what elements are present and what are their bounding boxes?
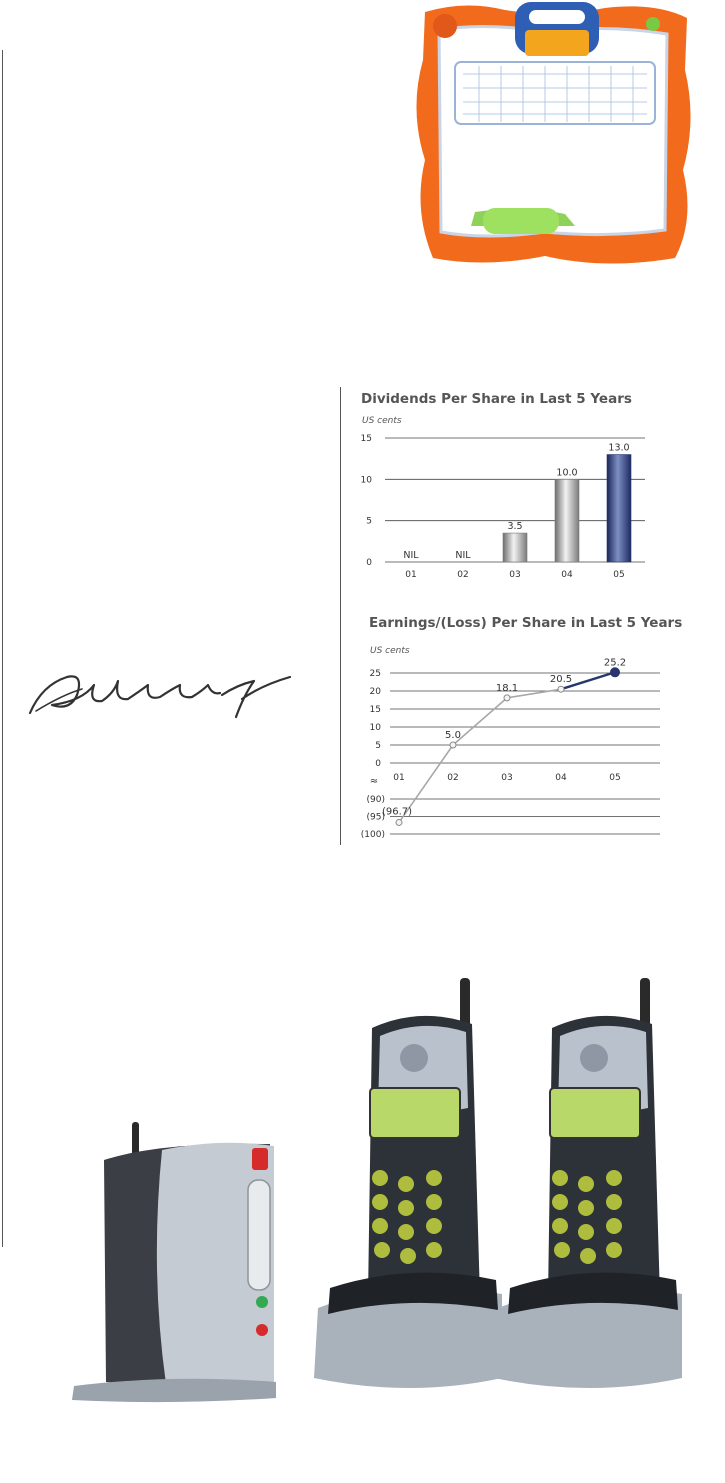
dividends-value-label: 3.5	[507, 521, 523, 533]
earnings-ytick-label: 10	[369, 723, 381, 733]
earnings-xtick-label: 05	[609, 773, 621, 783]
earnings-value-label: 18.1	[495, 682, 519, 694]
cordless-handset-icon	[310, 958, 720, 1413]
earnings-xtick-label: 02	[447, 773, 459, 783]
chart-rule	[340, 387, 341, 845]
dividends-xtick-label: 02	[457, 570, 469, 580]
earnings-value-label: 25.2	[603, 657, 627, 669]
earnings-ytick-label: 20	[369, 687, 381, 697]
dividends-xtick-label: 03	[509, 570, 521, 580]
earnings-value-label: 5.0	[445, 730, 461, 741]
dividends-value-label: NIL	[403, 550, 419, 561]
earnings-point	[396, 819, 402, 825]
earnings-point	[504, 695, 510, 701]
earnings-ytick-label: (95)	[366, 812, 385, 823]
earnings-axis-break: ≈	[369, 776, 379, 787]
earnings-ytick-label: (100)	[360, 830, 385, 840]
earnings-point	[558, 686, 564, 692]
earnings-ytick-label: 0	[375, 759, 381, 769]
earnings-point	[611, 668, 620, 677]
dividends-xtick-label: 05	[613, 570, 625, 580]
earnings-value-label: 20.5	[549, 674, 573, 686]
dividends-ytick-label: 10	[360, 475, 372, 486]
earnings-chart-title: Earnings/(Loss) Per Share in Last 5 Years	[369, 615, 683, 631]
dividends-chart-unit: US cents	[362, 416, 402, 426]
earnings-ytick-label: 5	[375, 741, 381, 751]
dividends-bar-chart	[350, 430, 660, 590]
dividends-chart-title: Dividends Per Share in Last 5 Years	[361, 391, 632, 407]
dividends-ytick-label: 0	[366, 558, 372, 568]
earnings-ytick-label: 15	[369, 705, 381, 715]
earnings-line-segment	[453, 698, 507, 745]
dividends-ytick-label: 5	[366, 516, 372, 527]
dividends-ytick-label: 15	[360, 434, 372, 444]
earnings-line-chart	[350, 657, 670, 845]
earnings-ytick-label: (90)	[366, 795, 385, 805]
dividends-value-label: 13.0	[608, 442, 630, 454]
cordless-phone-base-icon	[70, 1120, 285, 1405]
earnings-ytick-label: 25	[369, 669, 381, 679]
earnings-chart-unit: US cents	[370, 646, 410, 656]
earnings-xtick-label: 03	[501, 773, 513, 783]
dividends-bar	[607, 455, 631, 562]
dividends-value-label: 10.0	[556, 467, 578, 479]
dividends-xtick-label: 01	[405, 570, 417, 580]
page-rule	[2, 50, 3, 1247]
dividends-xtick-label: 04	[561, 570, 573, 580]
dividends-value-label: NIL	[455, 550, 471, 561]
earnings-point	[450, 742, 456, 748]
dividends-bar	[503, 533, 527, 562]
earnings-value-label: (96.7)	[381, 806, 413, 818]
earnings-xtick-label: 01	[393, 773, 405, 783]
earnings-xtick-label: 04	[555, 773, 567, 783]
signature-icon	[22, 655, 297, 725]
dividends-bar	[555, 479, 579, 562]
drawing-board-toy-icon	[405, 0, 695, 270]
